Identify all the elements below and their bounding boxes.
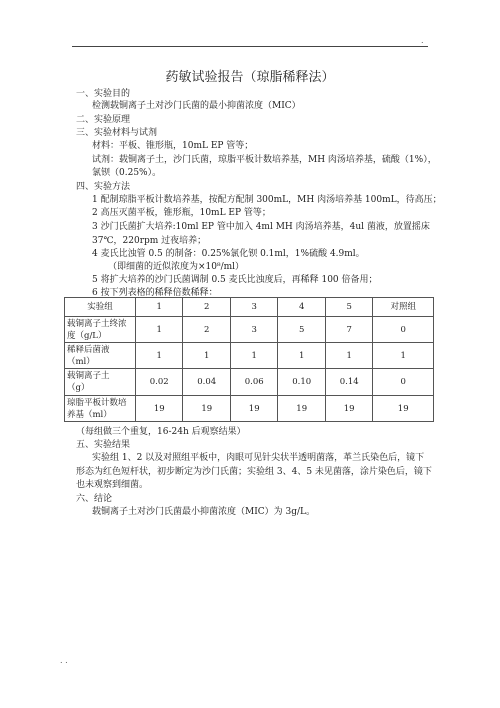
table-cell: 19 (325, 396, 372, 422)
method-step-4: 4 麦氏比浊管 0.5 的制备：0.25%氯化钡 0.1ml，1%硫酸 4.9ml。 (92, 249, 365, 259)
table-header-cell: 3 (230, 298, 277, 317)
method-step-1: 1 配制琼脂平板计数培养基，按配方配制 300mL，MH 肉汤培养基 100mL，待高压； (92, 195, 442, 205)
table-cell: 7 (325, 317, 372, 343)
header-mark: . (421, 36, 424, 45)
table-cell: 19 (183, 396, 230, 422)
row-label: 琼脂平板计数培 养基（ml） (65, 396, 136, 422)
table-cell: 19 (230, 396, 277, 422)
table-cell: 0.04 (183, 369, 230, 396)
table-cell: 1 (230, 343, 277, 369)
reagents-line: 试剂：载铜离子土，沙门氏菌，琼脂平板计数培养基，MH 肉汤培养基，硫酸（1%）， (92, 155, 437, 165)
results-line-3: 也未观察到细菌。 (76, 480, 149, 490)
method-step-5: 5 将扩大培养的沙门氏菌调制 0.5 麦氏比浊度后，再稀释 100 倍备用； (92, 275, 378, 285)
results-line-1: 实验组 1、2 以及对照组平板中，肉眼可见针尖状半透明菌落，革兰氏染色后，镜下 (92, 453, 425, 463)
section-5-heading: 五、实验结果 (76, 440, 131, 450)
table-cell: 19 (136, 396, 183, 422)
conclusion-line: 载铜离子土对沙门氏菌最小抑菌浓度（MIC）为 3g/L。 (92, 507, 316, 517)
row-label: 稀释后菌液 （ml） (65, 343, 136, 369)
materials-line: 材料：平板、锥形瓶，10mL EP 管等； (92, 141, 254, 151)
method-step-4-note: （即细菌的近似浓度为×10⁸/ml） (108, 262, 245, 272)
table-row (65, 396, 434, 422)
table-cell: 5 (278, 317, 325, 343)
table-header-cell: 4 (278, 298, 325, 317)
table-cell: 0.02 (136, 369, 183, 396)
reagents-line-2: 氯钡（0.25%）。 (92, 168, 162, 178)
header-rule (72, 46, 428, 47)
row-label: 载铜离子土终浓 度（g/L） (65, 317, 136, 343)
table-header-row (65, 298, 434, 317)
table-cell: 19 (373, 396, 434, 422)
results-line-2: 形态为红色短杆状，初步断定为沙门氏菌；实验组 3、4、5 未见菌落，涂片染色后，镜下 (76, 467, 432, 477)
section-3-heading: 三、实验材料与试剂 (76, 128, 158, 138)
table-cell: 1 (183, 343, 230, 369)
section-2-heading: 二、实验原理 (76, 115, 131, 125)
table-cell: 3 (230, 317, 277, 343)
table-row (65, 343, 434, 369)
table-cell: 0 (373, 317, 434, 343)
table-cell: 1 (278, 343, 325, 369)
document-title: 药敏试验报告（琼脂稀释法） (165, 70, 335, 85)
table-cell: 0.10 (278, 369, 325, 396)
table-cell: 0 (373, 369, 434, 396)
section-1-heading: 一、实验目的 (76, 89, 131, 99)
table-cell: 0.14 (325, 369, 372, 396)
table-row (65, 369, 434, 396)
table-cell: 1 (136, 343, 183, 369)
method-step-3: 3 沙门氏菌扩大培养:10ml EP 管中加入 4ml MH 肉汤培养基，4ul 菌液，放置摇床 (92, 222, 430, 232)
dilution-table (64, 297, 434, 422)
table-cell: 0.06 (230, 369, 277, 396)
table-cell: 2 (183, 317, 230, 343)
table-header-cell: 5 (325, 298, 372, 317)
section-6-heading: 六、结论 (76, 494, 113, 504)
table-note: （每组做三个重复，16-24h 后观察结果） (76, 427, 246, 437)
table-cell: 1 (136, 317, 183, 343)
method-step-6: 6 按下列表格的稀释倍数稀释： (92, 288, 218, 298)
table-header-cell: 1 (136, 298, 183, 317)
table-cell: 19 (278, 396, 325, 422)
section-4-heading: 四、实验方法 (76, 182, 131, 192)
footer-mark: . . (60, 656, 68, 665)
table-cell: 1 (325, 343, 372, 369)
table-header-cell: 对照组 (373, 298, 434, 317)
table-header-cell: 2 (183, 298, 230, 317)
method-step-2: 2 高压灭菌平板，锥形瓶，10mL EP 管等； (92, 208, 271, 218)
section-1-text: 检测载铜离子土对沙门氏菌的最小抑菌浓度（MIC） (92, 101, 301, 111)
table-header-cell: 实验组 (65, 298, 136, 317)
table-row (65, 317, 434, 343)
method-step-3-cont: 37℃，220rpm 过夜培养； (92, 236, 207, 246)
row-label: 载铜离子土 （g） (65, 369, 136, 396)
table-cell: 1 (373, 343, 434, 369)
